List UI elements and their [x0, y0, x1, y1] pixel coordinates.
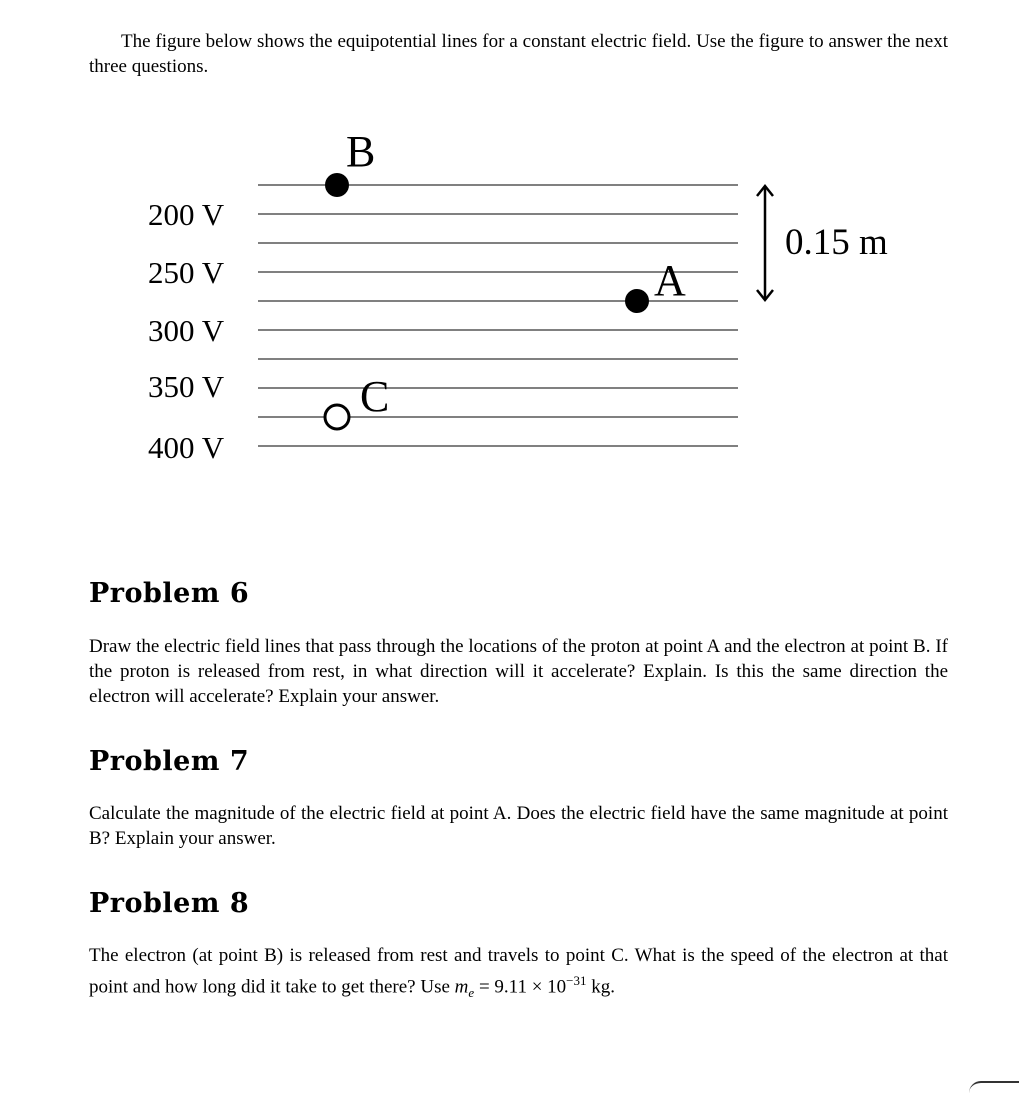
- math-symbol: m: [454, 976, 469, 998]
- problem-8-text-after: kg.: [586, 976, 616, 998]
- point-b-label: B: [346, 127, 376, 176]
- problem-8-text: [89, 943, 948, 1005]
- point-a-proton-marker: [625, 289, 649, 313]
- dimension-label: 0.15 m: [785, 222, 888, 263]
- voltage-label-300: 300 V: [148, 313, 225, 348]
- point-c-label: C: [360, 372, 390, 421]
- voltage-label-400: 400 V: [148, 430, 225, 465]
- dimension-arrow: [757, 186, 773, 300]
- problem-8-heading: Problem 8: [89, 888, 250, 919]
- voltage-label-200: 200 V: [148, 197, 225, 232]
- problem-7-text: Calculate the magnitude of the electric field at point A. Does the electric field have the same magnitude at point B? Explain your answer.: [89, 803, 948, 849]
- problem-7-heading: Problem 7: [89, 746, 250, 777]
- problem-8-text-before: The electron (at point B) is released from rest and travels to point C. What is the speed of the electron at that point and how long did it take to get there? Use: [89, 945, 948, 998]
- page-corner-mark: [969, 1081, 1019, 1093]
- problem-6-heading: Problem 6: [89, 578, 250, 609]
- intro-paragraph: The figure below shows the equipotential lines for a constant electric field. Use the figure to answer the next three questions.: [89, 31, 948, 77]
- math-subscript: e: [468, 985, 475, 1001]
- math-exponent: −31: [566, 973, 587, 988]
- problem-6-text: Draw the electric field lines that pass through the locations of the proton at point A and the electron at point B. If the proton is released from rest, in what direction will it accelerate? Explain. Is this the same direction the electron will accelerate? Explain your answer.: [89, 636, 948, 707]
- voltage-label-250: 250 V: [148, 255, 225, 290]
- point-b-electron-marker: [325, 173, 349, 197]
- voltage-label-350: 350 V: [148, 369, 225, 404]
- point-c-marker: [325, 405, 349, 429]
- math-value: = 9.11 × 10: [474, 976, 567, 998]
- point-a-label: A: [654, 256, 686, 305]
